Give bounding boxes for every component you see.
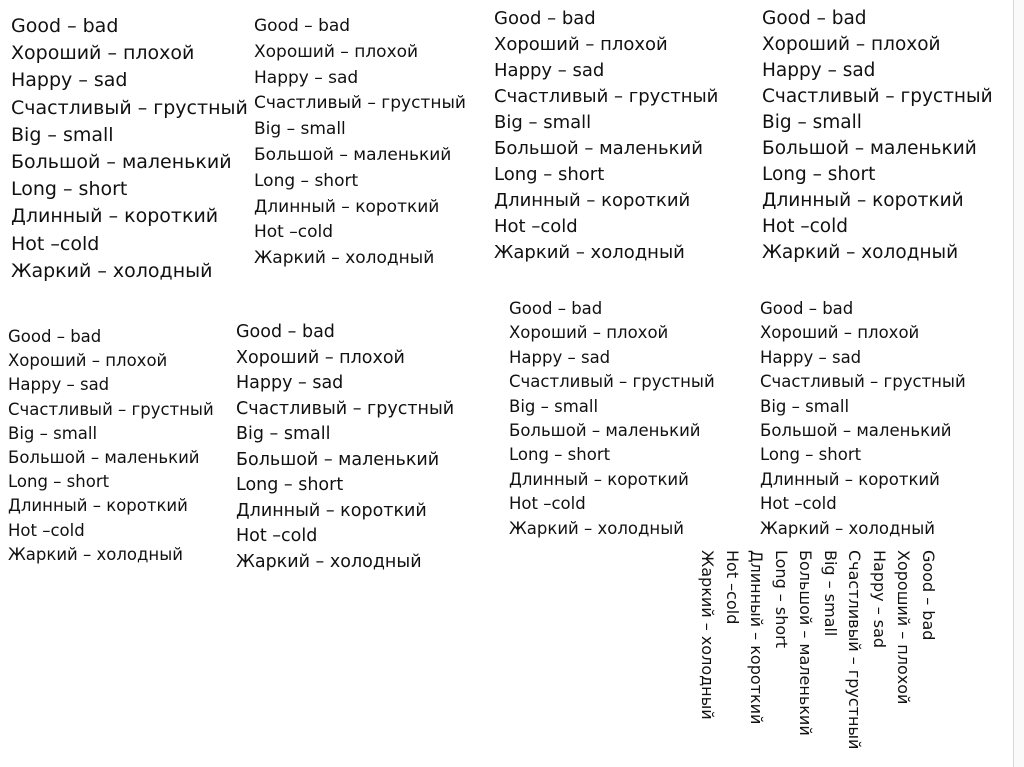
word-pair: Big – small [254,119,346,140]
word-pair: Большой – маленький [760,421,952,441]
word-pair: Happy – sad [494,60,605,81]
word-pair: Happy – sad [8,375,110,395]
word-pair: Good – bad [919,550,938,641]
word-pair: Long – short [762,164,876,185]
word-pair: Long – short [494,164,605,185]
word-list-5 [8,325,214,567]
word-pair: Большой – маленький [254,144,452,165]
word-pair: Long – short [509,445,611,465]
word-pair: Big – small [821,550,840,637]
word-pair: Счастливый – грустный [8,399,214,419]
word-pair: Длинный – короткий [11,205,219,228]
word-pair: Happy – sad [236,373,344,393]
word-pair: Happy – sad [11,69,128,92]
word-pair: Длинный – короткий [494,190,691,211]
word-pair: Длинный – короткий [509,469,689,489]
word-pair: Hot –cold [723,550,742,625]
word-pair: Большой – маленький [509,421,701,441]
word-pair: Длинный – короткий [760,469,940,489]
word-pair: Длинный – короткий [8,496,188,516]
word-pair: Long – short [8,472,110,492]
word-list-9-rotated [695,550,940,749]
word-pair: Счастливый – грустный [254,93,466,114]
word-pair: Hot –cold [762,216,848,237]
page-frame-edge [1013,0,1024,767]
word-pair: Длинный – короткий [762,190,964,211]
word-pair: Счастливый – грустный [11,96,248,119]
word-pair: Большой – маленький [236,449,440,470]
word-pair: Хороший – плохой [236,347,405,368]
word-pair: Счастливый – грустный [845,550,865,750]
word-pair: Жаркий – холодный [254,248,435,269]
word-pair: Hot –cold [236,526,318,546]
word-pair: Хороший – плохой [894,550,914,705]
word-pair: Жаркий – холодный [509,518,684,538]
word-list-7 [509,297,715,541]
word-pair: Длинный – короткий [236,500,427,521]
word-pair: Хороший – плохой [494,34,668,55]
word-pair: Счастливый – грустный [509,372,715,392]
word-pair: Good – bad [11,15,119,37]
word-pair: Big – small [760,396,850,416]
word-pair: Хороший – плохой [11,42,195,65]
word-pair: Hot –cold [494,216,578,237]
word-pair: Big – small [762,112,862,133]
word-pair: Good – bad [509,299,603,318]
word-pair: Happy – sad [762,60,876,81]
word-pair: Жаркий – холодный [698,550,718,720]
word-pair: Good – bad [760,299,854,318]
word-pair: Жаркий – холодный [760,518,935,538]
word-pair: Счастливый – грустный [494,86,719,107]
word-pair: Big – small [8,423,98,443]
word-list-6 [236,320,454,575]
word-pair: Длинный – короткий [254,196,440,217]
word-pair: Длинный – короткий [747,550,767,725]
word-pair: Hot –cold [8,520,85,540]
word-pair: Счастливый – грустный [236,398,455,419]
word-pair: Жаркий – холодный [236,551,422,572]
word-pair: Big – small [11,123,114,146]
word-pair: Hot –cold [11,232,100,255]
word-pair: Happy – sad [254,67,359,88]
word-pair: Хороший – плохой [509,323,669,343]
word-pair: Big – small [494,112,592,133]
word-pair: Хороший – плохой [8,351,168,371]
word-pair: Happy – sad [760,347,862,367]
word-list-2 [254,14,466,272]
word-pair: Большой – маленький [11,151,232,174]
word-pair: Long – short [11,178,128,201]
word-pair: Хороший – плохой [762,34,941,55]
word-pair: Long – short [254,170,359,191]
word-list-3 [494,6,718,266]
word-pair: Big – small [236,424,331,444]
word-pair: Hot –cold [254,222,334,243]
word-pair: Большой – маленький [494,138,703,159]
word-pair: Жаркий – холодный [8,544,183,564]
word-pair: Большой – маленький [762,138,977,159]
word-pair: Жаркий – холодный [762,242,959,263]
word-pair: Long – short [236,475,344,495]
word-pair: Happy – sad [870,550,889,649]
word-pair: Happy – sad [509,347,611,367]
word-pair: Счастливый – грустный [762,86,993,107]
word-pair: Good – bad [762,8,867,29]
word-pair: Good – bad [8,327,102,346]
word-pair: Long – short [772,550,791,649]
word-list-8 [760,297,966,541]
word-pair: Большой – маленький [8,448,200,468]
word-pair: Big – small [509,396,599,416]
word-pair: Good – bad [494,8,596,29]
word-pair: Long – short [760,445,862,465]
word-pair: Жаркий – холодный [11,259,213,282]
word-pair: Hot –cold [509,494,586,514]
word-list-4 [762,6,993,266]
word-pair: Good – bad [254,16,351,36]
word-list-1 [11,13,248,285]
word-pair: Счастливый – грустный [760,372,966,392]
word-pair: Hot –cold [760,494,837,514]
word-pair: Good – bad [236,322,335,342]
word-pair: Хороший – плохой [254,41,419,62]
word-pair: Хороший – плохой [760,323,920,343]
word-pair: Жаркий – холодный [494,242,685,263]
word-pair: Большой – маленький [796,550,816,736]
